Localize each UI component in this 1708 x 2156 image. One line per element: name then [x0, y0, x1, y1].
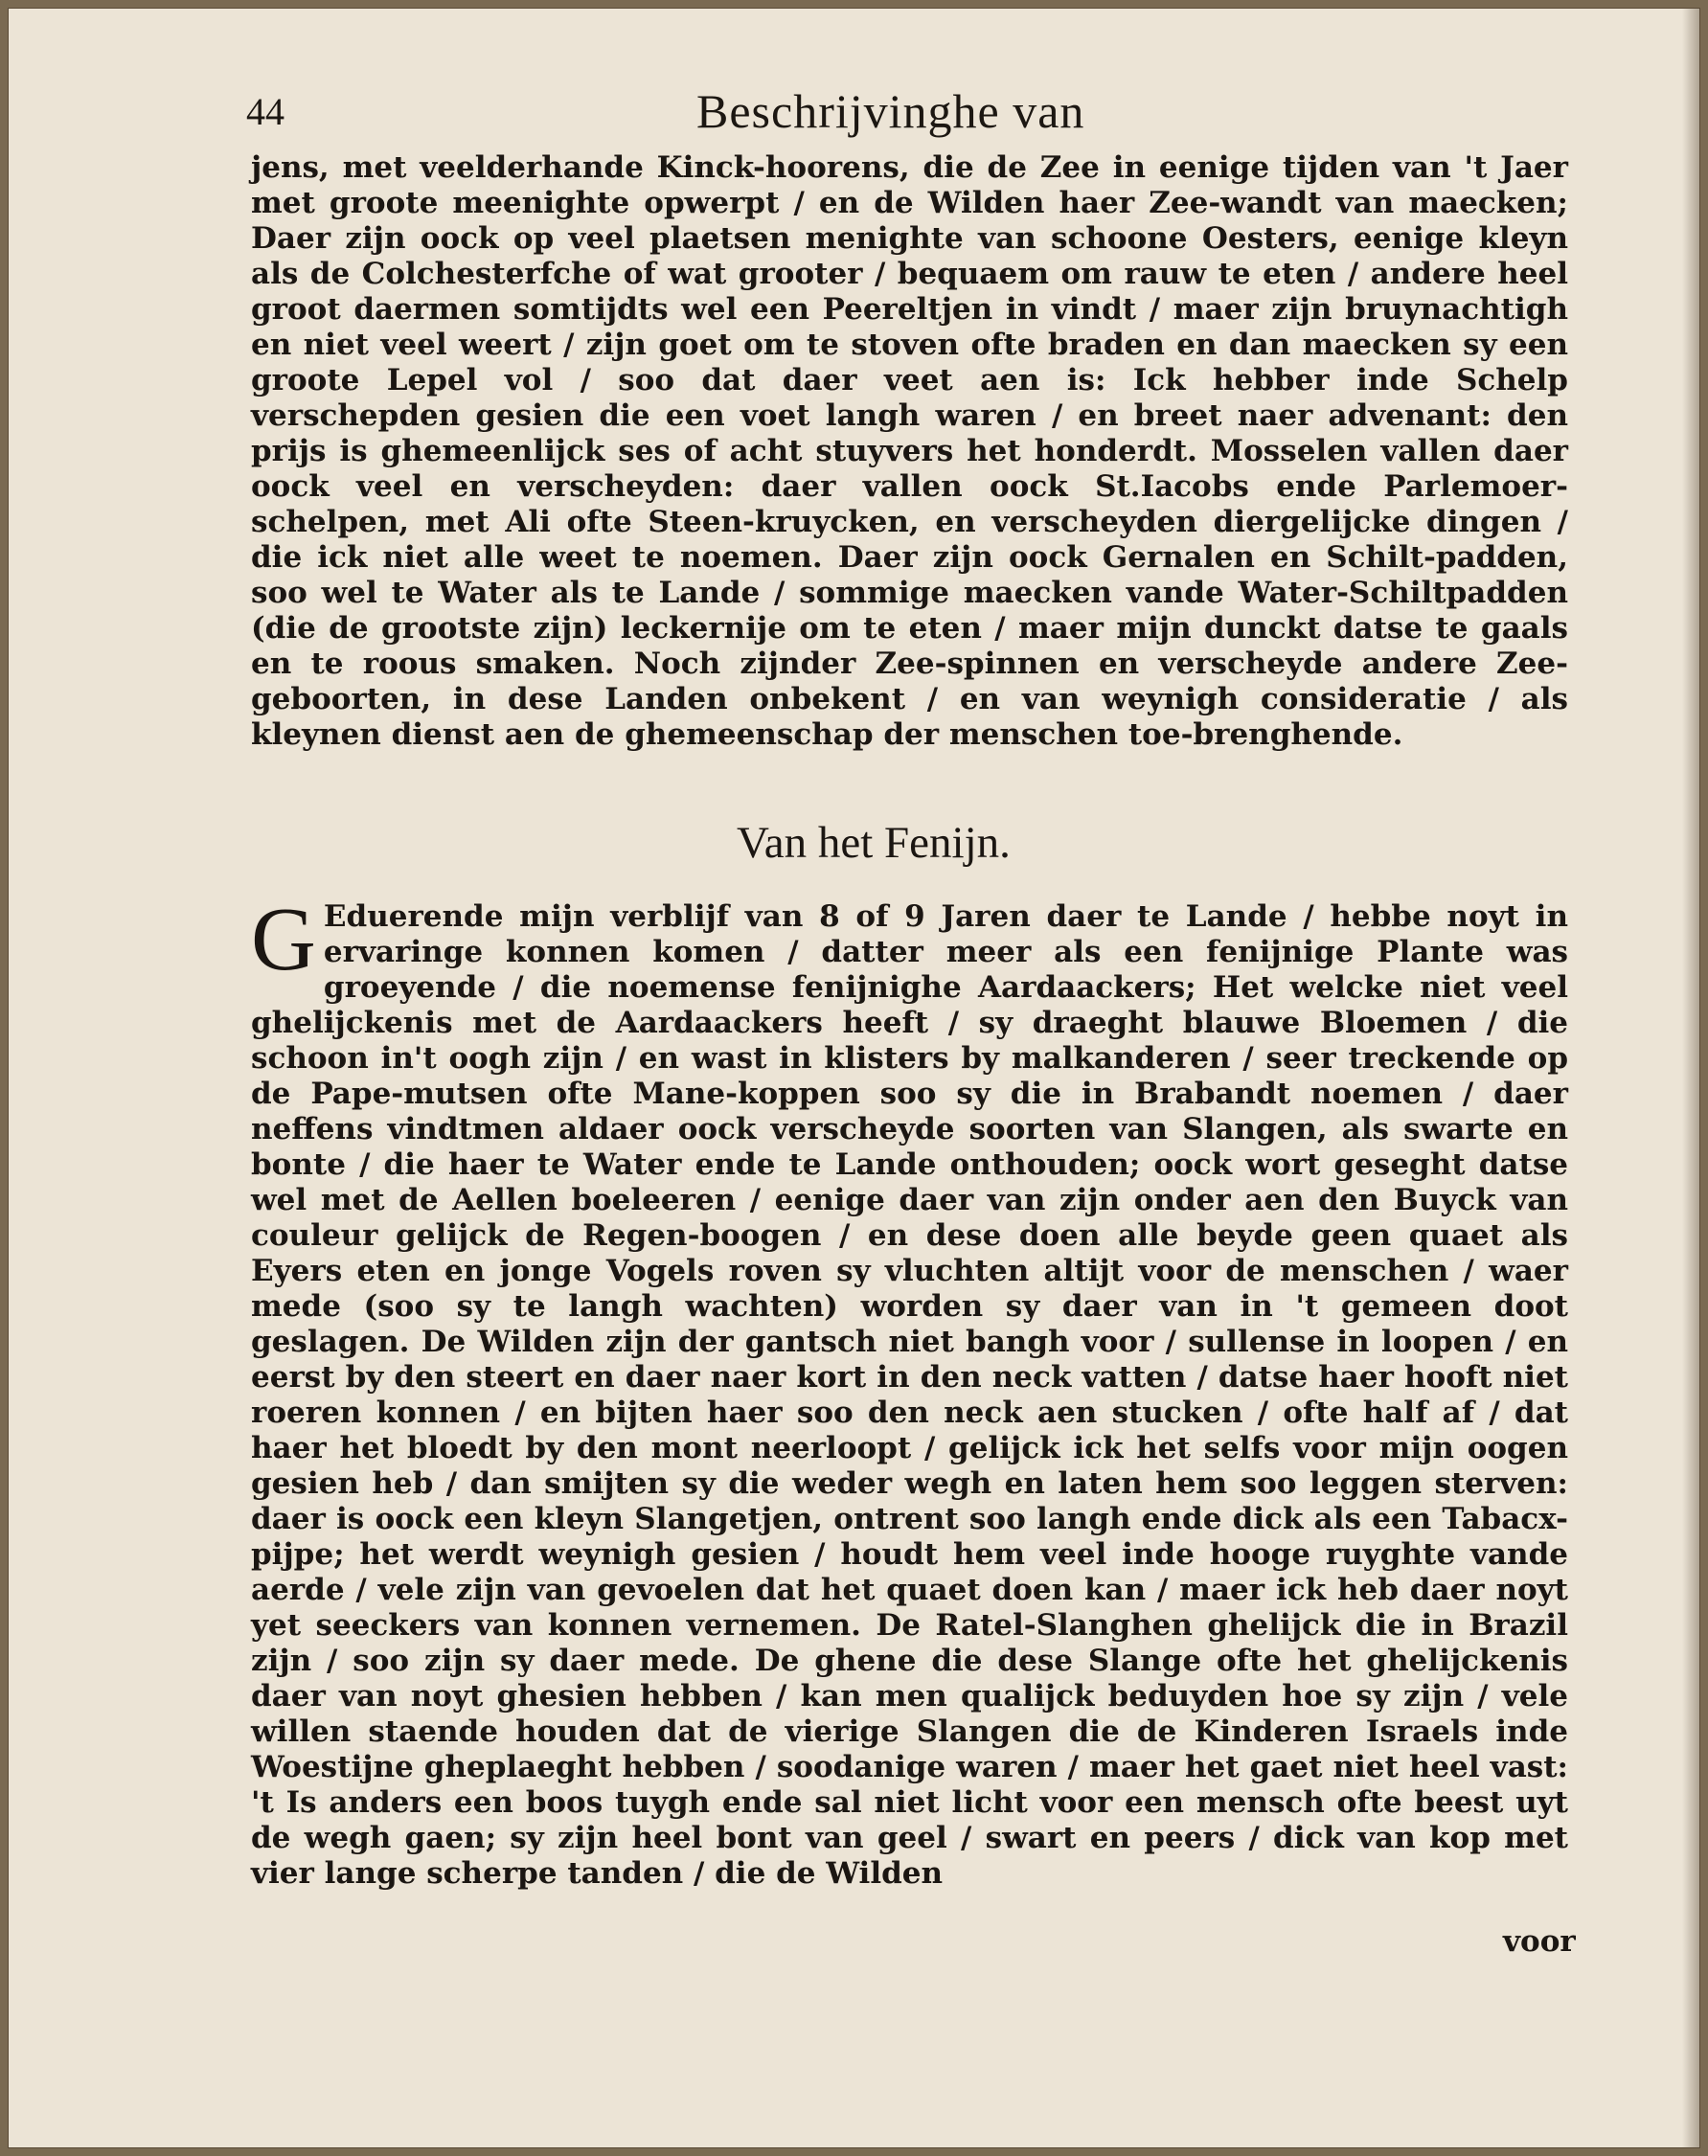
paragraph-fenijn-text: Eduerende mijn verblijf van 8 of 9 Jaren daer te Lande / hebbe noyt in ervaringe konnen komen / datter meer als een fenijnige Plante was groeyende / die noemense fenijnighe Aardaackers; Het welcke niet veel ghelijckenis met de Aardaackers heeft / sy draeght blauwe Bloemen / die schoon in't oogh zijn / en wast in klisters by malkanderen / seer treckende op de Pape-mutsen ofte Mane-koppen soo sy die in Brabandt noemen / daer neffens vindtmen aldaer oock verscheyde soorten van Slangen, als swarte en bonte / die haer te Water ende te Lande onthouden; oock wort geseght datse wel met de Aellen boeleeren / eenige daer van zijn onder aen den Buyck van couleur gelijck de Regen-boogen / en dese doen alle beyde geen quaet als Eyers eten en jonge Vogels roven sy vluchten altijt voor de menschen / waer mede (soo sy te langh wachten) worden sy daer van in 't gemeen doot geslagen. De Wilden zijn der gantsch niet bangh voor / sullense in loopen / en eerst by den steert en daer naer kort in den neck vatten / datse haer hooft niet roeren konnen / en bijten haer soo den neck aen stucken / ofte half af / dat haer het bloedt by den mont neerloopt / gelijck ick het selfs voor mijn oogen gesien heb / dan smijten sy die weder wegh en laten hem soo leggen sterven: daer is oock een kleyn Slangetjen, ontrent soo langh ende dick als een Tabacx-pijpe; het werdt weynigh gesien / houdt hem veel inde hooge ruyghte vande aerde / vele zijn van gevoelen dat het quaet doen kan / maer ick heb daer noyt yet seeckers van konnen vernemen. De Ratel-Slanghen ghelijck die in Brazil zijn / soo zijn sy daer mede. De ghene die dese Slange ofte het ghelijckenis daer van noyt ghesien hebben / kan men qualijck beduyden hoe sy zijn / vele willen staende houden dat de vierige Slangen die de Kinderen Israels inde Woestijne gheplaeght hebben / soodanige waren / maer het gaet niet heel vast: 't Is anders een boos tuygh ende sal niet licht voor een mensch ofte beest uyt de wegh gaen; sy zijn heel bont van geel / swart en peers / dick van kop met vier lange scherpe tanden / die de Wilden	[251, 899, 1568, 1891]
paragraph-kinck-hoorens: jens, met veelderhande Kinck-hoorens, die de Zee in eenige tijden van 't Jaer met groote meenighte opwerpt / en de Wilden haer Zee-wandt van maecken; Daer zijn oock op veel plaetsen menighte van schoone Oesters, eenige kleyn als de Colchesterfche of wat grooter / bequaem om rauw te eten / andere heel groot daermen somtijdts wel een Peereltjen in vindt / maer zijn bruynachtigh en niet veel weert / zijn goet om te stoven ofte braden en dan maecken sy een groote Lepel vol / soo dat daer veet aen is: Ick hebber inde Schelp verschepden gesien die een voet langh waren / en breet naer advenant: den prijs is ghemeenlijck ses of acht stuyvers het honderdt. Mosselen vallen daer oock veel en verscheyden: daer vallen oock St.Iacobs ende Parlemoer-schelpen, met Ali ofte Steen-kruycken, en verscheyden diergelijcke dingen / die ick niet alle weet te noemen. Daer zijn oock Gernalen en Schilt-padden, soo wel te Water als te Lande / sommige maecken vande Water-Schiltpadden (die de grootste zijn) leckernije om te eten / maer mijn dunckt datse te gaals en te roous smaken. Noch zijnder Zee-spinnen en verscheyde andere Zee-geboorten, in dese Landen onbekent / en van weynigh consideratie / als kleynen dienst aen de ghemeenschap der menschen toe-brenghende.	[251, 150, 1568, 752]
page-header	[246, 78, 1568, 145]
book-page	[8, 8, 1700, 2148]
paragraph-fenijn	[251, 890, 1568, 1892]
section-title: Van het Fenijn.	[737, 818, 1011, 868]
page-number: 44	[246, 90, 285, 133]
catchword: voor	[1503, 1924, 1576, 1959]
running-head: Beschrijvinghe van	[696, 84, 1085, 138]
drop-cap: G	[251, 890, 316, 989]
